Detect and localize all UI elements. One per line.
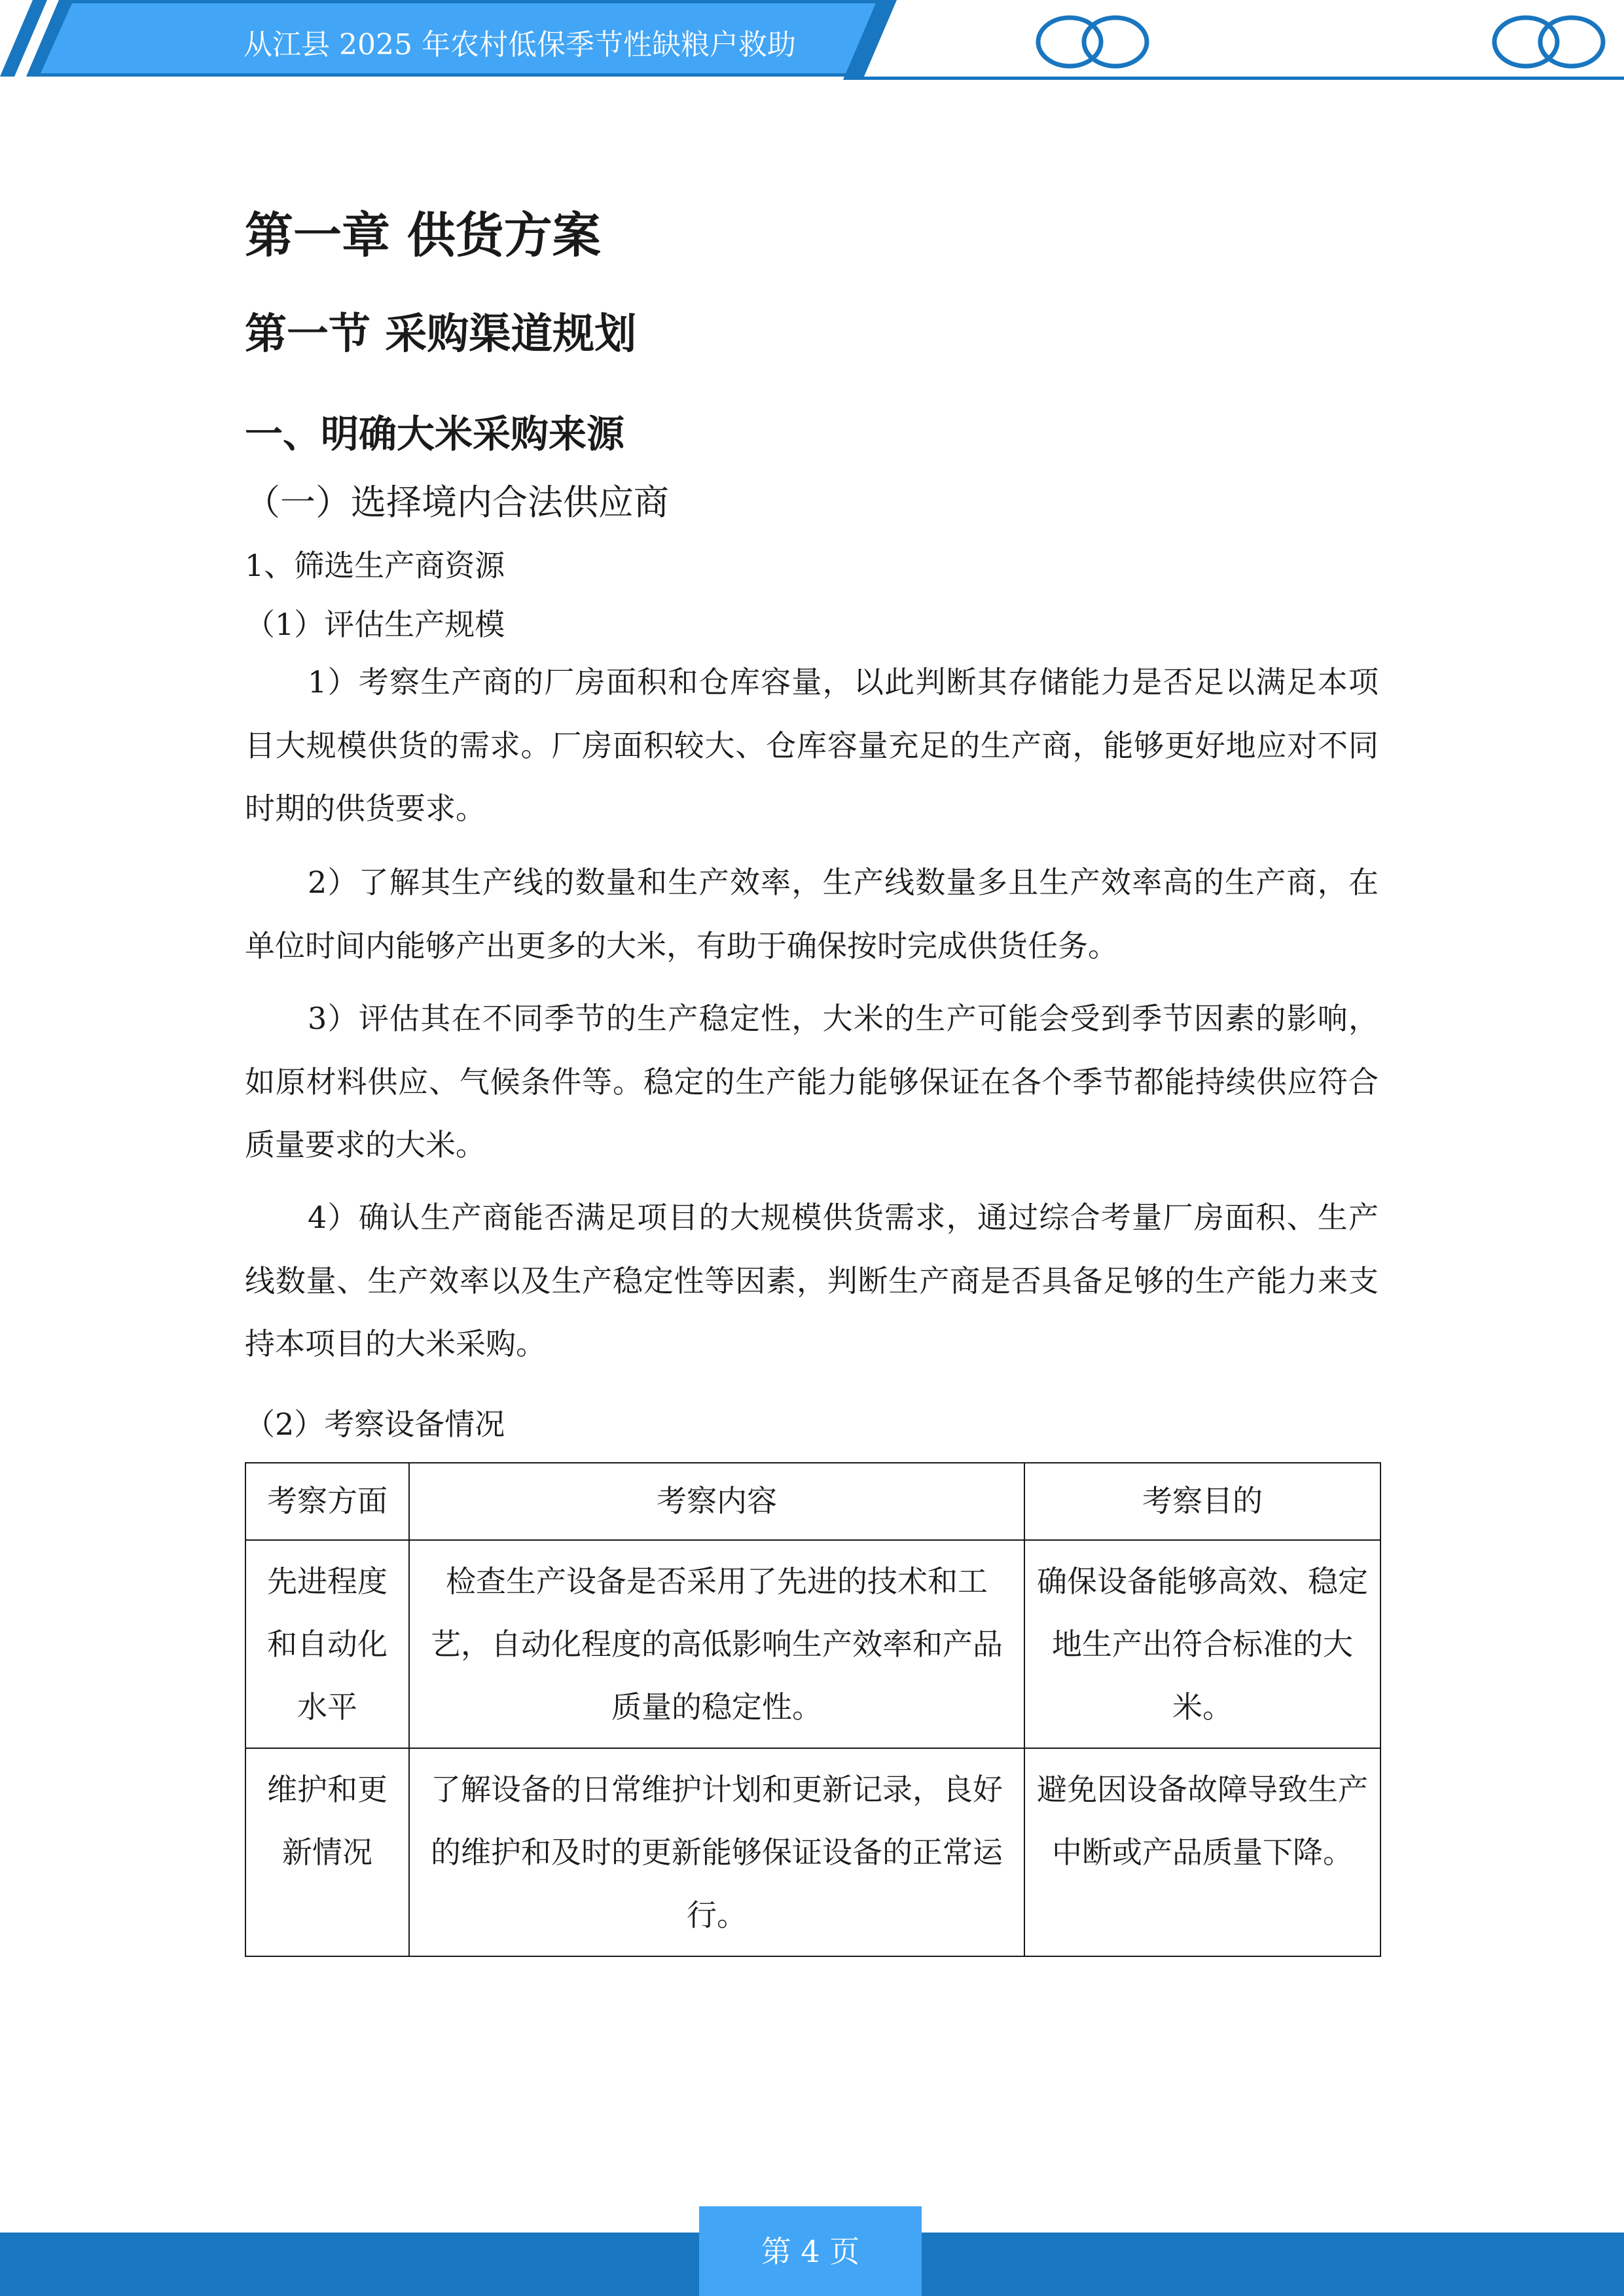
header-title: 从江县 2025 年农村低保季节性缺粮户救助	[244, 28, 796, 62]
rings-icon	[1038, 18, 1147, 66]
subsection-heading: 一、明确大米采购来源	[245, 412, 625, 456]
item-heading: 1、筛选生产商资源	[245, 548, 505, 583]
sub-subsection-heading: （一）选择境内合法供应商	[245, 482, 669, 523]
table-row	[245, 1748, 1380, 1956]
subitem-heading: （1）评估生产规模	[245, 607, 505, 642]
rings-icon	[1494, 18, 1603, 66]
table-header-row	[245, 1463, 1380, 1540]
body-paragraph: 2）了解其生产线的数量和生产效率，生产线数量多且生产效率高的生产商，在单位时间内能够产出更多的大米，有助于确保按时完成供货任务。	[245, 865, 1379, 963]
table-cell: 避免因设备故障导致生产中断或产品质量下降。	[1024, 1748, 1380, 1956]
table-header-cell: 考察方面	[245, 1463, 409, 1540]
table-cell: 维护和更新情况	[245, 1748, 409, 1956]
table-cell: 确保设备能够高效、稳定地生产出符合标准的大米。	[1024, 1540, 1380, 1748]
subitem-heading: （2）考察设备情况	[245, 1407, 505, 1442]
chapter-heading: 第一章 供货方案	[245, 207, 601, 264]
table-cell: 了解设备的日常维护计划和更新记录，良好的维护和及时的更新能够保证设备的正常运行。	[409, 1748, 1024, 1956]
table-header-cell: 考察目的	[1024, 1463, 1380, 1540]
page-number: 第 4 页	[761, 2234, 860, 2269]
header-rule	[843, 77, 1624, 80]
table-cell: 先进程度和自动化水平	[245, 1540, 409, 1748]
table-row	[245, 1540, 1380, 1748]
section-heading: 第一节 采购渠道规划	[245, 310, 637, 359]
body-paragraph: 4）确认生产商能否满足项目的大规模供货需求，通过综合考量厂房面积、生产线数量、生产效率以及生产稳定性等因素，判断生产商是否具备足够的生产能力来支持本项目的大米采购。	[245, 1200, 1379, 1361]
body-paragraph: 1）考察生产商的厂房面积和仓库容量，以此判断其存储能力是否足以满足本项目大规模供货的需求。厂房面积较大、仓库容量充足的生产商，能够更好地应对不同时期的供货要求。	[245, 664, 1379, 826]
body-paragraph: 3）评估其在不同季节的生产稳定性，大米的生产可能会受到季节因素的影响，如原材料供应、气候条件等。稳定的生产能力能够保证在各个季节都能持续供应符合质量要求的大米。	[245, 1001, 1379, 1162]
table-header-cell: 考察内容	[409, 1463, 1024, 1540]
equipment-table	[245, 1462, 1381, 1957]
table-cell: 检查生产设备是否采用了先进的技术和工艺，自动化程度的高低影响生产效率和产品质量的稳定性。	[409, 1540, 1024, 1748]
